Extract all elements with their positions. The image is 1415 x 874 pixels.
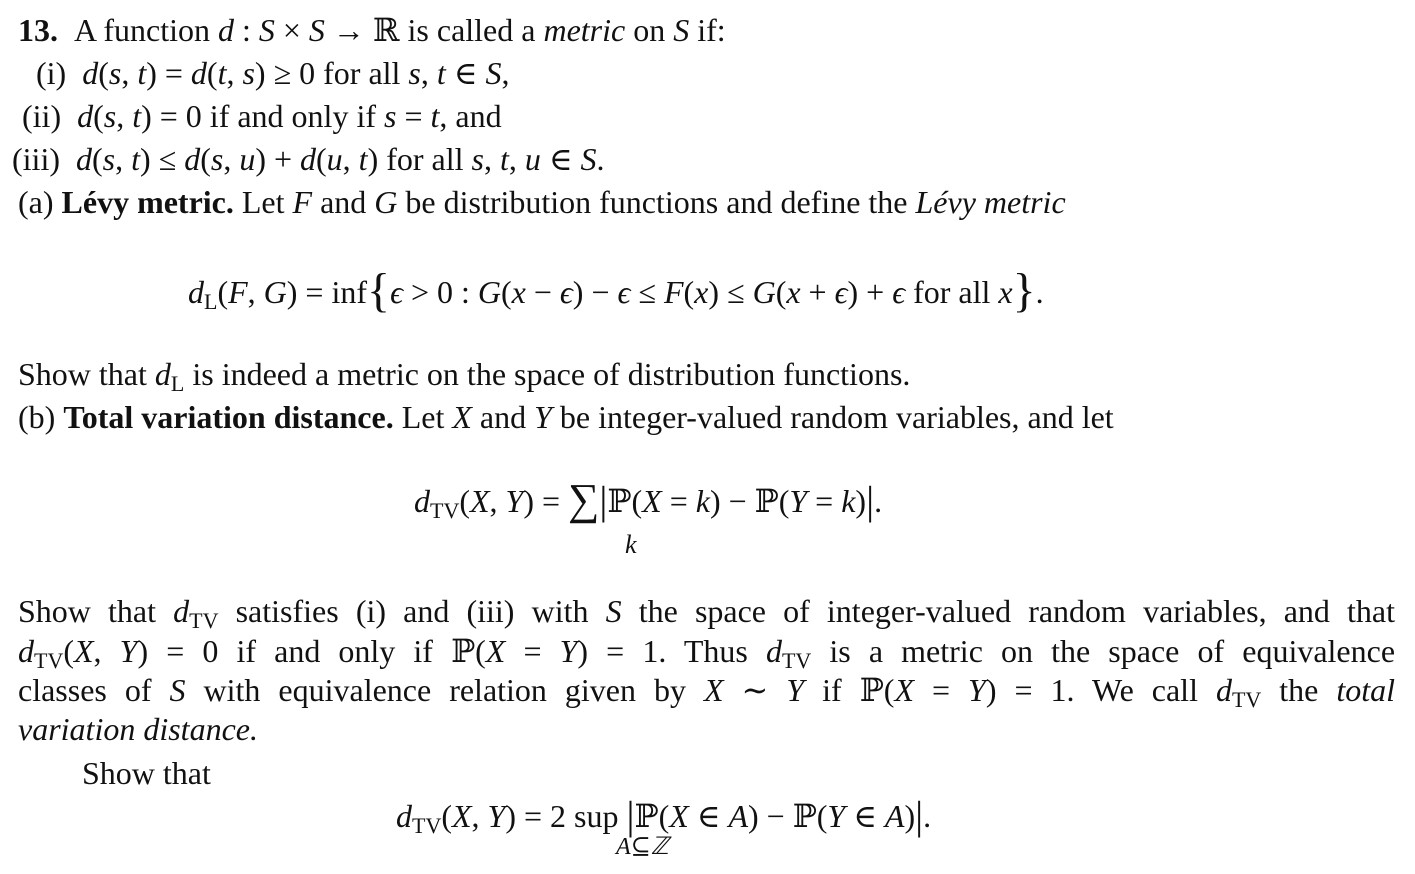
condition-label: (ii) bbox=[22, 98, 62, 134]
tv-distance-formula: $d_{TV}(X$, Y) = ∑|ℙ(X = k) − ℙ(Y = k)|. bbox=[414, 475, 883, 524]
part-b-para-line-4: variation distance. bbox=[18, 711, 258, 747]
tv-sup-formula: $d_{TV}(X$, Y) = 2 sup |ℙ(X ∈ A) − ℙ(Y ∈ A)|. bbox=[396, 793, 932, 838]
condition-label: (i) bbox=[36, 55, 67, 91]
condition-iii: (iii) d(s, t) ≤ d(s, u) + d(u, t) for all s, t, u ∈ S. bbox=[12, 141, 605, 177]
part-b-para-line-1: Show that $d_{TV}$ satisfies (i) and (iii) with S the space of integer-valued random variables, and that bbox=[18, 593, 1395, 633]
condition-i: (i) d(s, t) = d(t, s) ≥ 0 for all s, t ∈ S, bbox=[36, 55, 510, 91]
part-b-para-line-3: classes of S with equivalence relation given by X ∼ Y if ℙ(X = Y) = 1. We call $d_{TV}$ the total bbox=[18, 672, 1396, 712]
part-b-heading bbox=[18, 397, 1114, 437]
sum-index: k bbox=[625, 530, 637, 559]
part-a-show-line: Show that $d_L$ is indeed a metric on the space of distribution functions. bbox=[18, 356, 911, 396]
problem-intro-line bbox=[18, 10, 726, 50]
part-b-para-line-2: $d_{TV}(X$, Y) = 0 if and only if ℙ(X = Y) = 1. Thus $d_{TV}$ is a metric on the space of equivalence bbox=[18, 633, 1396, 673]
problem-intro: A function d : S × S → ℝ is called a metric on S if: bbox=[66, 12, 726, 48]
part-a-text: Let F and G be distribution functions and define the Lévy metric bbox=[241, 184, 1066, 220]
part-b-label: (b) bbox=[18, 399, 56, 435]
show-that-line: Show that bbox=[82, 755, 211, 791]
sup-index: A⊆ℤ bbox=[616, 834, 669, 860]
levy-metric-formula: $d_L(F$, G) = inf{ϵ > 0 : G(x − ϵ) − ϵ ≤ F(x) ≤ G(x + ϵ) + ϵ for all x}. bbox=[188, 264, 1044, 317]
part-a-title: Lévy metric. bbox=[61, 184, 234, 220]
part-b-title: Total variation distance. bbox=[63, 399, 394, 435]
part-b-text: Let X and Y be integer-valued random variables, and let bbox=[401, 399, 1114, 435]
problem-number: 13. bbox=[18, 12, 58, 48]
condition-label: (iii) bbox=[12, 141, 60, 177]
condition-ii: (ii) d(s, t) = 0 if and only if s = t, and bbox=[22, 98, 502, 134]
part-a-label: (a) bbox=[18, 184, 54, 220]
part-a-heading bbox=[18, 182, 1066, 222]
